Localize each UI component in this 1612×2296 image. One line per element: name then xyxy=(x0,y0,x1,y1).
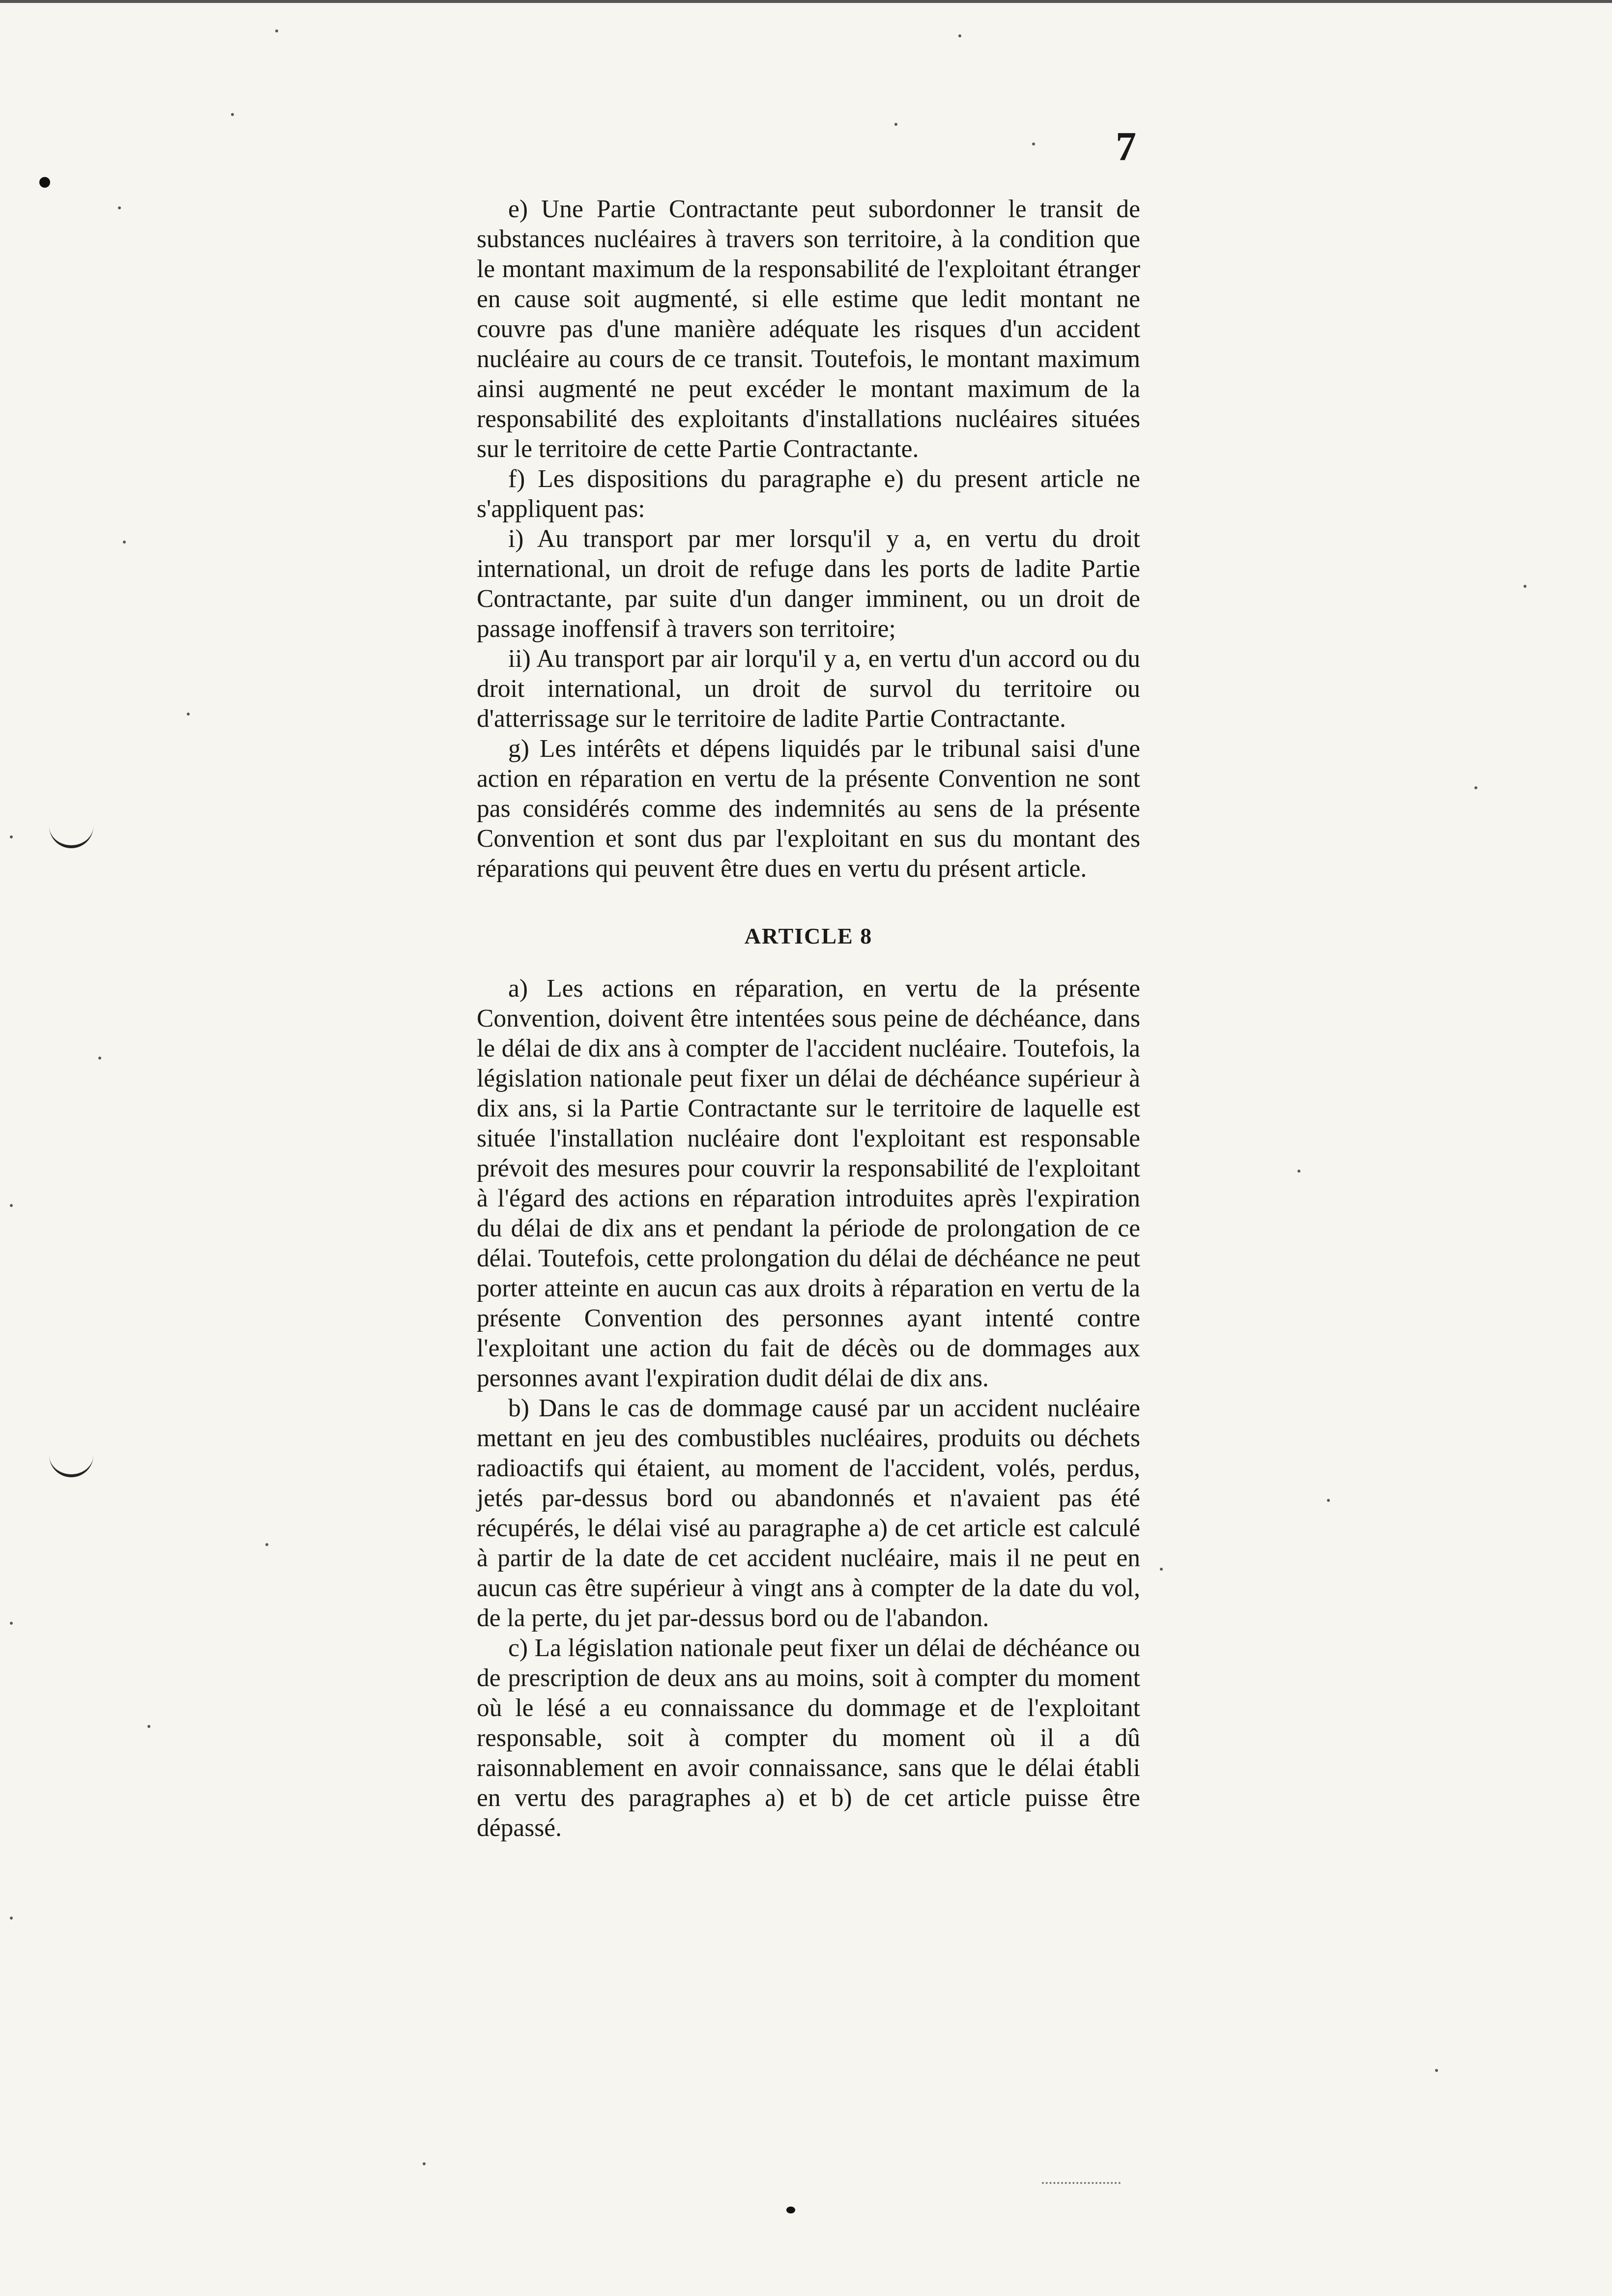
binding-hole-mark-lower xyxy=(49,1455,93,1477)
scan-dotted-artifact xyxy=(1042,2182,1121,2184)
paragraph-f-ii: ii) Au transport par air lorqu'il y a, en vertu d'un accord ou du droit international, un droit de survol du territoire ou d'atterrissage sur le territoire de ladite Partie Contractante. xyxy=(477,645,1140,733)
paragraph-g: g) Les intérêts et dépens liquidés par le tribunal saisi d'une action en réparation en vertu de la présente Convention ne sont pas considérés comme des indemnités au sens de la présente Convention et sont dus par l'exploitant en sus du montant des réparations qui peuvent être dues en vertu du présent article. xyxy=(477,735,1140,883)
paragraph-f-i: i) Au transport par mer lorsqu'il y a, en vertu du droit international, un droit de refuge dans les ports de ladite Partie Contractante, par suite d'un danger imminent, ou un droit de passage inoffensif à travers son territoire; xyxy=(477,525,1140,643)
paragraph-f: f) Les dispositions du paragraphe e) du present article ne s'appliquent pas: xyxy=(477,465,1140,523)
scan-speck xyxy=(423,2162,426,2165)
scan-mark-dot xyxy=(39,177,50,188)
scan-speck xyxy=(10,1204,13,1207)
scan-speck xyxy=(1032,143,1035,145)
scan-speck xyxy=(231,113,234,116)
scan-speck xyxy=(958,34,961,37)
scan-speck xyxy=(265,1543,268,1546)
article-8-paragraph-c: c) La législation nationale peut fixer un délai de déchéance ou de prescription de deux ans au moins, soit à compter du moment où le lésé a eu connaissance du dommage et de l'exploitant responsable, soit à compter du moment où il a dû raisonnablement en avoir connaissance, sans que le délai établi en vertu des paragraphes a) et b) de cet article puisse être dépassé. xyxy=(477,1634,1140,1842)
scan-speck xyxy=(1160,1568,1163,1571)
scan-speck xyxy=(123,541,126,544)
text-column xyxy=(477,194,1140,1843)
scan-speck xyxy=(1524,585,1526,588)
scan-speck xyxy=(118,206,121,209)
paragraph-e: e) Une Partie Contractante peut subordonner le transit de substances nucléaires à travers son territoire, à la condition que le montant maximum de la responsabilité de l'exploitant étranger en cause soit augmenté, si elle estime que ledit montant ne couvre pas d'une manière adéquate les risques d'un accident nucléaire au cours de ce transit. Toutefois, le montant maximum ainsi augmenté ne peut excéder le montant maximum de la responsabilité des exploitants d'installations nucléaires situées sur le territoire de cette Partie Contractante. xyxy=(477,195,1140,463)
top-border-rule xyxy=(0,0,1612,3)
article-8-heading: ARTICLE 8 xyxy=(744,923,873,948)
scan-speck xyxy=(98,1057,101,1060)
scan-speck xyxy=(894,123,897,126)
scan-speck xyxy=(275,29,278,32)
scan-speck xyxy=(1327,1499,1330,1502)
article-8-paragraph-a: a) Les actions en réparation, en vertu de la présente Convention, doivent être intentées sous peine de déchéance, dans le délai de dix ans à compter de l'accident nucléaire. Toutefois, la législation nationale peut fixer un délai de déchéance supérieur à dix ans, si la Partie Contractante sur le territoire de laquelle est située l'installation nucléaire dont l'exploitant est responsable prévoit des mesures pour couvrir la responsabilité de l'exploitant à l'égard des actions en réparation introduites après l'expiration du délai de dix ans et pendant la période de prolongation de ce délai. Toutefois, cette prolongation du délai de déchéance ne peut porter atteinte en aucun cas aux droits à réparation en vertu de la présente Convention des personnes ayant intenté contre l'exploitant une action du fait de décès ou de dommages aux personnes avant l'expiration dudit délai de dix ans. xyxy=(477,975,1140,1392)
scan-speck xyxy=(1297,1170,1300,1173)
article-8-paragraph-b: b) Dans le cas de dommage causé par un accident nucléaire mettant en jeu des combustibles nucléaires, produits ou déchets radioactifs qui étaient, au moment de l'accident, volés, perdus, jetés par-dessus bord ou abandonnés et n'avaient pas été récupérés, le délai visé au paragraphe a) de cet article est calculé à partir de la date de cet accident nucléaire, mais il ne peut en aucun cas être supérieur à vingt ans à compter de la date du vol, de la perte, du jet par-dessus bord ou de l'abandon. xyxy=(477,1394,1140,1632)
scan-speck xyxy=(10,835,13,838)
scan-speck xyxy=(1474,786,1477,789)
scan-speck xyxy=(187,713,190,716)
scan-speck xyxy=(10,1622,13,1625)
binding-hole-mark-upper xyxy=(49,826,93,848)
scan-speck xyxy=(1435,2069,1438,2072)
scan-mark-dot-bottom xyxy=(786,2207,795,2213)
scan-speck xyxy=(147,1725,150,1728)
scan-speck xyxy=(10,1917,13,1920)
page-number: 7 xyxy=(1116,124,1136,170)
